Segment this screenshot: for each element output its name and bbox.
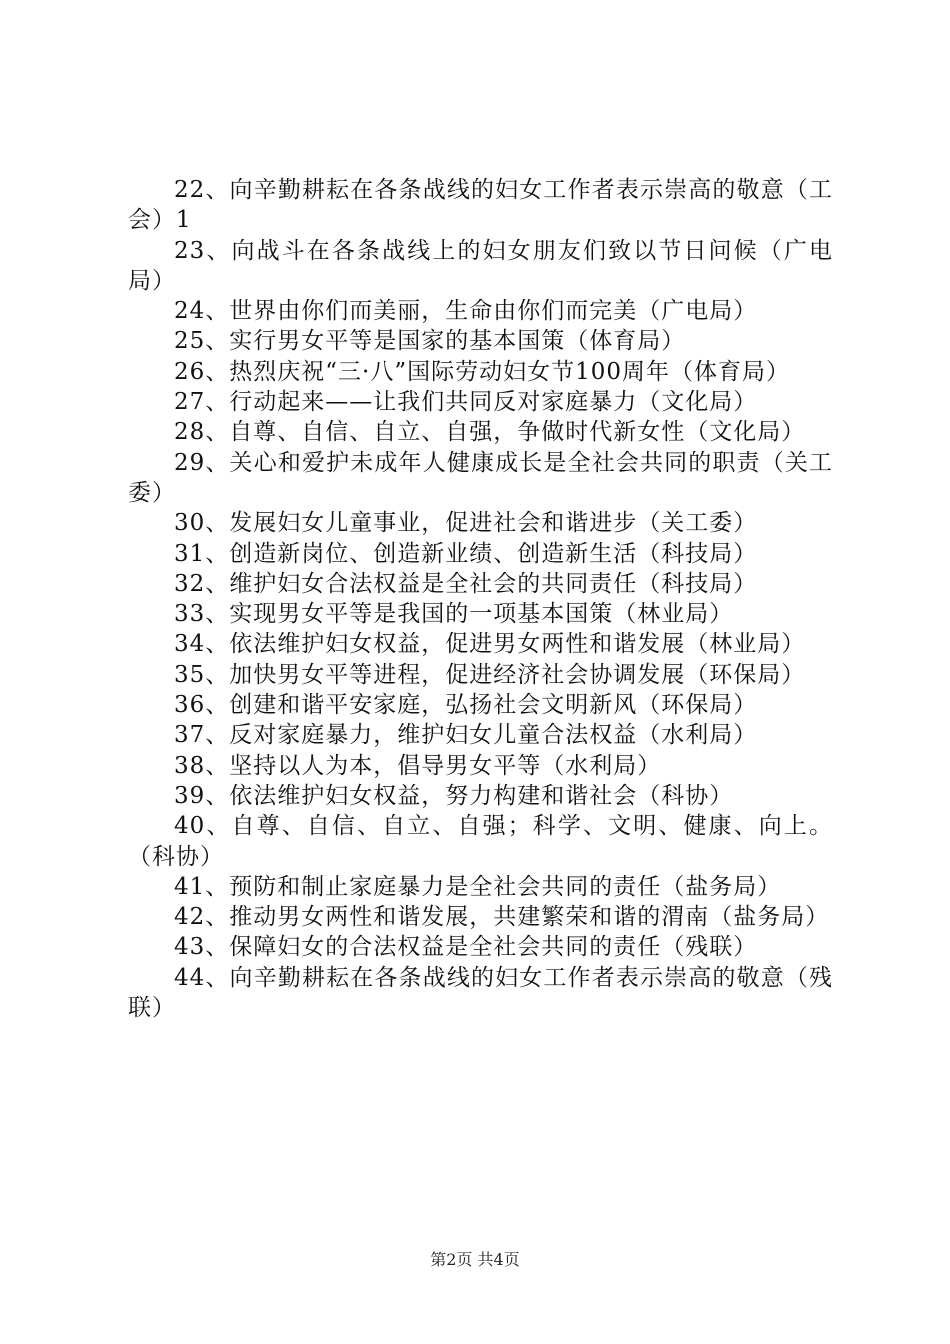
list-item: 29、关心和爱护未成年人健康成长是全社会共同的职责（关工委）	[128, 449, 833, 506]
list-item: 33、实现男女平等是我国的一项基本国策（林业局）	[174, 601, 734, 628]
list-item: 40、自尊、自信、自立、自强；科学、文明、健康、向上。（科协）	[128, 813, 833, 870]
list-item: 43、保障妇女的合法权益是全社会共同的责任（残联）	[174, 934, 758, 961]
list-item: 23、向战斗在各条战线上的妇女朋友们致以节日问候（广电局）	[128, 237, 833, 294]
list-item: 39、依法维护妇女权益，努力构建和谐社会（科协）	[174, 782, 734, 809]
list-item: 34、依法维护妇女权益，促进男女两性和谐发展（林业局）	[174, 631, 806, 658]
page-footer: 第2页 共4页	[430, 1250, 520, 1269]
list-item: 41、预防和制止家庭暴力是全社会共同的责任（盐务局）	[174, 873, 782, 900]
list-item: 37、反对家庭暴力，维护妇女儿童合法权益（水利局）	[174, 722, 758, 749]
list-item: 27、行动起来——让我们共同反对家庭暴力（文化局）	[174, 389, 758, 416]
list-item: 35、加快男女平等进程，促进经济社会协调发展（环保局）	[174, 661, 806, 688]
list-item: 44、向辛勤耕耘在各条战线的妇女工作者表示崇高的敬意（残联）	[128, 964, 833, 1022]
list-item: 32、维护妇女合法权益是全社会的共同责任（科技局）	[174, 570, 758, 597]
list-item: 28、自尊、自信、自立、自强，争做时代新女性（文化局）	[174, 419, 806, 446]
list-item: 38、坚持以人为本，倡导男女平等（水利局）	[174, 752, 662, 779]
list-item: 24、世界由你们而美丽，生命由你们而完美（广电局）	[174, 298, 758, 325]
list-item: 42、推动男女两性和谐发展，共建繁荣和谐的渭南（盐务局）	[174, 904, 830, 931]
slogan-list	[128, 175, 833, 1023]
list-item: 25、实行男女平等是国家的基本国策（体育局）	[174, 328, 686, 355]
list-item: 31、创造新岗位、创造新业绩、创造新生活（科技局）	[174, 540, 758, 567]
list-item: 36、创建和谐平安家庭，弘扬社会文明新风（环保局）	[174, 692, 758, 719]
list-item: 30、发展妇女儿童事业，促进社会和谐进步（关工委）	[174, 510, 758, 537]
list-item: 22、向辛勤耕耘在各条战线的妇女工作者表示崇高的敬意（工会）1	[128, 177, 833, 234]
list-item: 26、热烈庆祝“三·八”国际劳动妇女节100周年（体育局）	[174, 358, 790, 385]
